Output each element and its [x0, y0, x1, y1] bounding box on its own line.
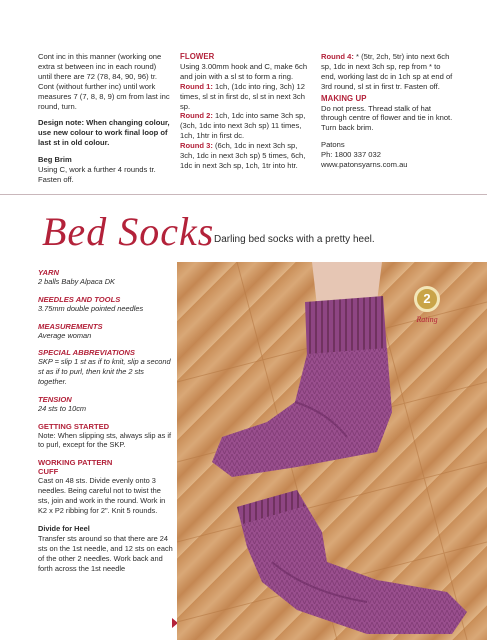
heading-getting-started: GETTING STARTED: [38, 421, 110, 431]
cuff-text: Cast on 48 sts. Divide evenly onto 3 needles. Being careful not to twist the sts, join and work in the round. Work in K2 x P2 ribbing for 2". Knit 5 rounds.: [38, 476, 166, 516]
round-1: Round 1: 1ch, (1dc into ring, 3ch) 12 times, sl st in first dc, sl st in next 3ch sp.: [180, 81, 305, 111]
heading-flower: FLOWER: [180, 52, 215, 61]
heading-cuff: CUFF: [38, 467, 59, 477]
pattern-title: Bed Socks: [42, 209, 215, 254]
continued-column-1: [38, 52, 170, 192]
heel-text: Transfer sts around so that there are 24 sts on the 1st needle, and 12 sts on each of the other 2 needles. Work back and forth across the 1st needle: [38, 533, 173, 573]
round-4: Round 4: * (5tr, 2ch, 5tr) into next 6ch sp, 1dc in next 3ch sp, rep from * to end, working last dc in 1ch sp at end of 3rd round, sl st in first tr. Fasten off.: [321, 52, 453, 91]
design-note: Design note: When changing colour, use new colour to work final loop of last st in old colour.: [38, 118, 170, 148]
rating-ring-icon: [414, 286, 440, 312]
subheading-beg-brim: Beg Brim: [38, 155, 72, 165]
round-3: Round 3: (6ch, 1dc in next 3ch sp, 3ch, 1dc in next 3ch sp) 5 times, 6ch, 1dc in next 3ch sp, 1ch, 1tr into htr.: [180, 141, 306, 170]
paragraph: Cont inc in this manner (working one extra st between inc in each round) until there are 72 (78, 84, 90, 96) tr. Cont (without further inc) until work measures 7 (7, 8, 8, 9) cm from last inc round, turn.: [38, 52, 170, 111]
needles-value: 3.75mm double pointed needles: [38, 303, 144, 313]
paragraph: Do not press. Thread stalk of hat through centre of flower and tie in knot. Turn back brim.: [321, 103, 453, 133]
divider: [0, 194, 487, 195]
paragraph: Using 3.00mm hook and C, make 6ch and join with a sl st to form a ring.: [180, 61, 308, 81]
rating-number: 2: [423, 291, 431, 306]
heading-tension: TENSION: [38, 394, 72, 404]
continued-column-2: [180, 52, 312, 171]
heading-needles: NEEDLES AND TOOLS: [38, 294, 121, 304]
pattern-details: [38, 268, 173, 574]
measurements-value: Average woman: [38, 330, 92, 340]
pattern-tagline: Darling bed socks with a pretty heel.: [214, 234, 375, 245]
heading-yarn: YARN: [38, 268, 59, 277]
rating-badge: [405, 276, 449, 336]
heading-abbreviations: SPECIAL ABBREVIATIONS: [38, 348, 135, 358]
heading-divide-heel: Divide for Heel: [38, 524, 90, 534]
yarn-value: 2 balls Baby Alpaca DK: [38, 277, 115, 286]
contact-phone: Ph: 1800 337 032: [321, 150, 381, 160]
heading-working-pattern: WORKING PATTERN: [38, 458, 113, 468]
contact-web[interactable]: www.patonsyarns.com.au: [321, 160, 408, 170]
heading-making-up: MAKING UP: [321, 93, 367, 103]
getting-started-text: Note: When slipping sts, always slip as if to purl, except for the SKP.: [38, 430, 172, 450]
continued-column-3: [321, 52, 455, 170]
contact-name: Patons: [321, 140, 345, 150]
abbreviations-value: SKP = slip 1 st as if to knit, slip a second st as if to purl, then knit the 2 sts together.: [38, 357, 171, 386]
round-2: Round 2: 1ch, 1dc into same 3ch sp, (3ch, 1dc into next 3ch sp) 11 times, 1ch, 1htr in first dc.: [180, 111, 306, 141]
heading-measurements: MEASUREMENTS: [38, 321, 103, 331]
sock-photo: [177, 262, 487, 640]
tension-value: 24 sts to 10cm: [38, 403, 87, 413]
paragraph: Using C, work a further 4 rounds tr. Fasten off.: [38, 165, 156, 184]
rating-label: Rating: [416, 315, 438, 324]
